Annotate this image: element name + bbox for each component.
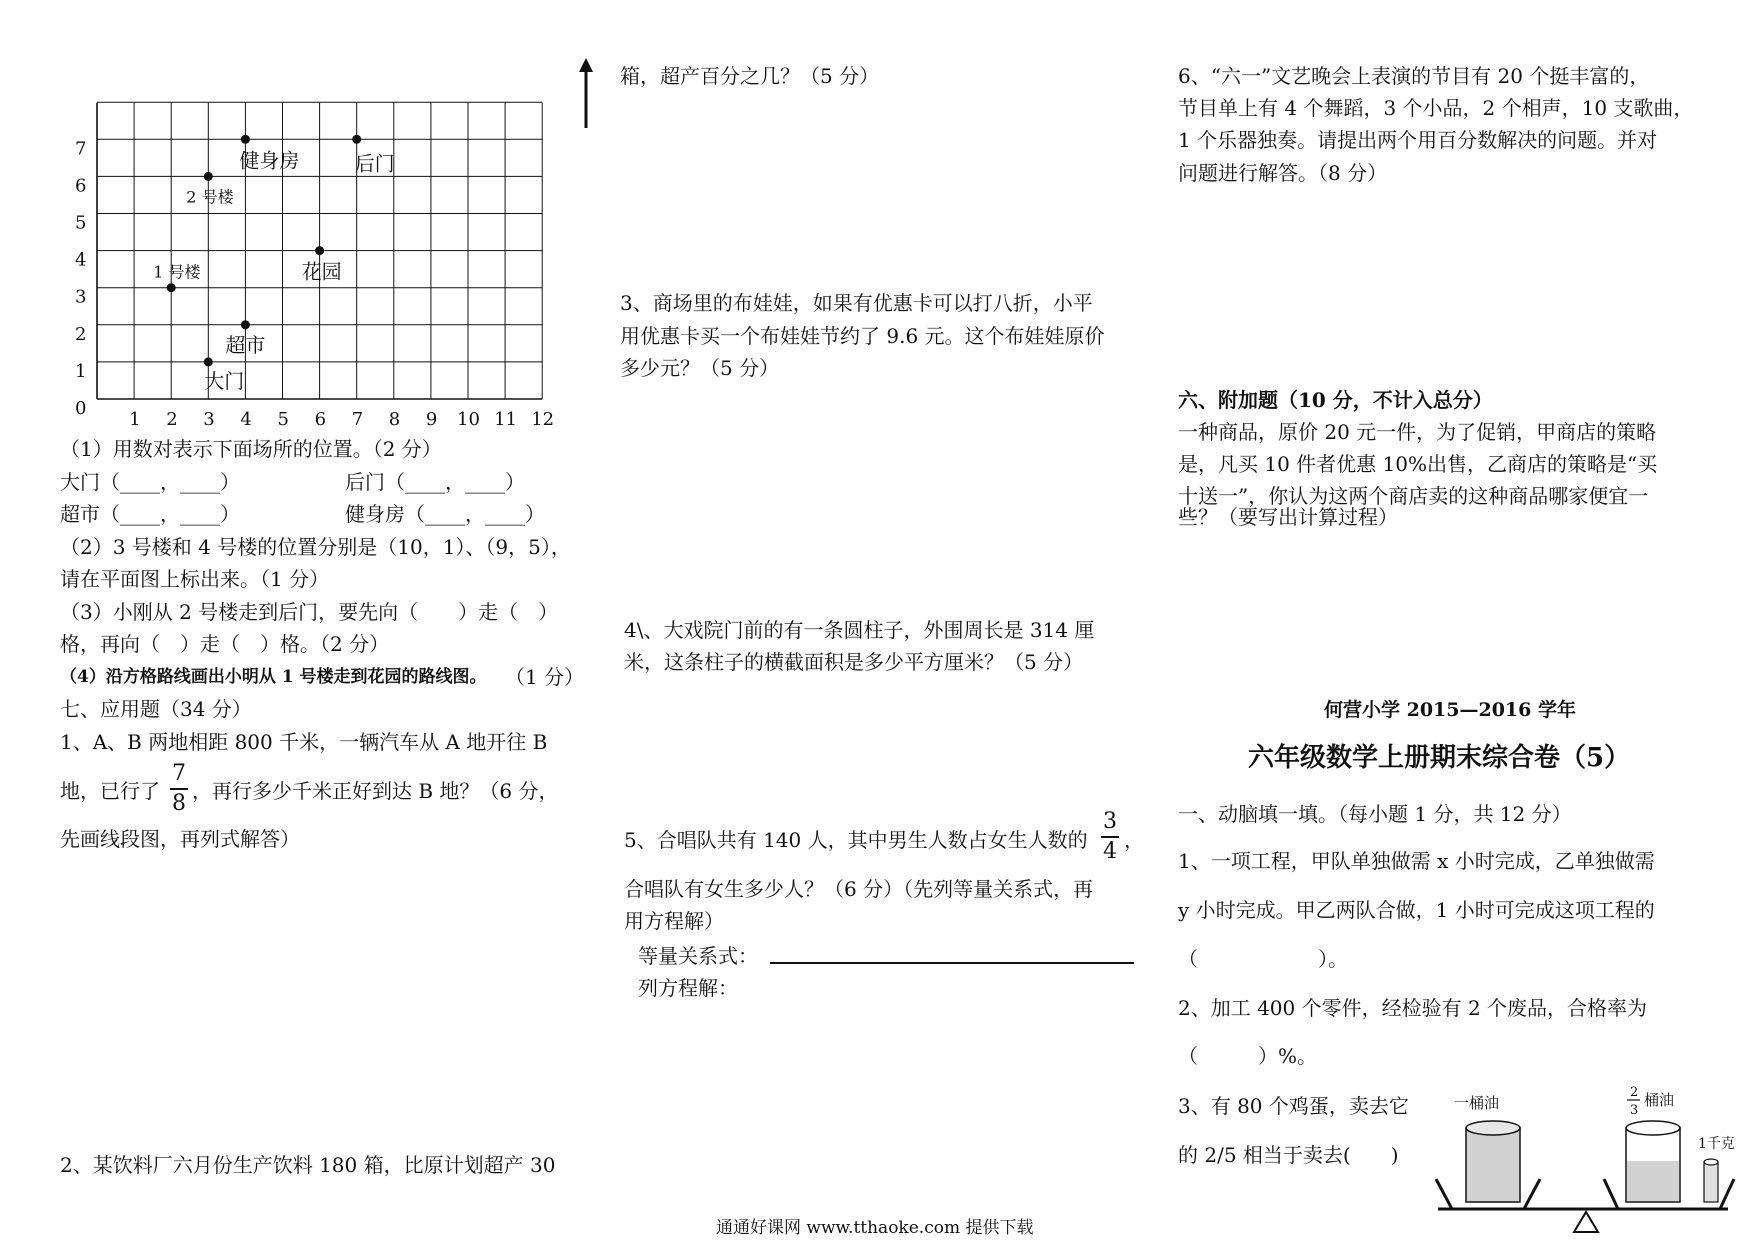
q3-line2: 格，再向（ ）走（ ）格。（2 分） (60, 632, 390, 656)
q4-line1: （4）沿方格路线画出小明从 1 号楼走到花园的路线图。 (60, 667, 487, 687)
app-q2-line2: 箱，超产百分之几？（5 分） (620, 64, 880, 88)
app-q1-frac-den: 8 (172, 791, 186, 816)
app-q6-line3: 1 个乐器独奏。请提出两个用百分数解决的问题。并对 (1178, 128, 1658, 152)
place-point (315, 246, 324, 255)
y-tick-label: 1 (75, 360, 87, 382)
x-tick-label: 2 (166, 409, 178, 430)
place-label: 大门 (204, 368, 245, 393)
x-tick-label: 11 (494, 409, 518, 430)
fill-q2-line1: 2、加工 400 个零件，经检验有 2 个废品，合格率为 (1178, 996, 1648, 1020)
chaoshi-blank: 超市（____，____） (60, 502, 240, 526)
y-tick-label: 2 (75, 323, 87, 345)
app-q5-line1-pre: 5、合唱队共有 140 人，其中男生人数占女生人数的 (624, 828, 1088, 852)
houmen-blank: 后门（____，____） (345, 470, 525, 494)
app-q6-line1: 6、“六一”文艺晚会上表演的节目有 20 个挺丰富的， (1178, 64, 1650, 88)
place-point (352, 135, 361, 144)
bonus-line2: 是，凡买 10 件者优惠 10%出售，乙商店的策略是“买 (1178, 452, 1658, 476)
place-point (167, 283, 176, 292)
y-tick-label: 4 (75, 249, 87, 271)
place-label: 花园 (301, 259, 342, 284)
x-tick-label: 4 (240, 409, 252, 430)
bonus-line4: 些？（要写出计算过程） (1178, 505, 1398, 529)
section-7-heading: 七、应用题（34 分） (60, 697, 252, 721)
app-q2-line1: 2、某饮料厂六月份生产饮料 180 箱，比原计划超产 30 (60, 1153, 556, 1177)
grid-axis-labels (75, 138, 554, 430)
app-q1-frac-bar (170, 788, 188, 790)
app-q5-frac-num: 3 (1103, 809, 1117, 834)
app-q1-line2-post: ，再行多少千米正好到达 B 地？（6 分， (192, 779, 559, 803)
x-tick-label: 7 (351, 409, 364, 430)
app-q3-line2: 用优惠卡买一个布娃娃节约了 9.6 元。这个布娃娃原价 (620, 324, 1105, 348)
app-q1-line2-pre: 地，已行了 (60, 779, 160, 803)
x-tick-label: 8 (388, 409, 401, 430)
app-q3-line1: 3、商场里的布娃娃，如果有优惠卡可以打八折，小平 (620, 291, 1093, 315)
app-q6-line2: 节目单上有 4 个舞蹈，3 个小品，2 个相声，10 支歌曲， (1178, 96, 1694, 120)
scale-left-label: 一桶油 (1454, 1094, 1500, 1112)
app-q5-frac-bar (1101, 836, 1119, 838)
scale-weight-label: 1千克 (1698, 1136, 1735, 1152)
app-q6-line4: 问题进行解答。（8 分） (1178, 161, 1388, 185)
app-q5-line3: 用方程解） (624, 909, 724, 933)
balance-scale-figure (1428, 1076, 1754, 1236)
y-tick-label: 6 (75, 175, 87, 197)
q4-line2: （1 分） (505, 665, 585, 689)
q2-line2: 请在平面图上标出来。（1 分） (60, 567, 330, 591)
y-tick-label: 5 (75, 212, 87, 234)
fill-q1-line3[interactable]: （ ）。 (1178, 947, 1348, 971)
school-year: 何营小学 2015—2016 学年 (1324, 699, 1576, 721)
fill-q2-line2[interactable]: （ ）%。 (1178, 1044, 1318, 1068)
place-point (241, 320, 250, 329)
scale-frac-num: 2 (1630, 1085, 1639, 1100)
damen-blank: 大门（____，____） (60, 470, 240, 494)
scale-frac-den: 3 (1630, 1103, 1639, 1118)
q3-line1: （3）小刚从 2 号楼走到后门，要先向（ ）走（ ） (60, 600, 559, 624)
bonus-line3: 十送一”，你认为这两个商店卖的这种商品哪家便宜一 (1178, 484, 1649, 508)
scale-right-label: 桶油 (1644, 1091, 1675, 1109)
app-q1-line3: 先画线段图，再列式解答） (60, 827, 300, 851)
app-q5-line2: 合唱队有女生多少人？（6 分）（先列等量关系式，再 (624, 877, 1094, 901)
part-1-heading: 一、动脑填一填。（每小题 1 分，共 12 分） (1178, 802, 1572, 826)
x-tick-label: 9 (425, 409, 438, 430)
x-tick-label: 1 (129, 409, 141, 430)
fill-q1-line2: y 小时完成。甲乙两队合做，1 小时可完成这项工程的 (1178, 898, 1655, 922)
place-label: 超市 (225, 332, 266, 357)
footer-credit: 通通好课网 www.tthaoke.com 提供下载 (716, 1218, 1034, 1238)
app-q5-line1-post: ， (1124, 828, 1144, 852)
north-arrow-icon (575, 58, 597, 130)
app-q4-line1: 4\、大戏院门前的有一条圆柱子，外围周长是 314 厘 (624, 618, 1095, 642)
jianshenfang-blank: 健身房（____，____） (345, 502, 545, 526)
app-q4-line2: 米，这条柱子的横截面积是多少平方厘米？（5 分） (624, 650, 1084, 674)
q2-line1: （2）3 号楼和 4 号楼的位置分别是（10，1）、（9，5）， (60, 535, 571, 559)
app-q5-frac-den: 4 (1103, 839, 1117, 864)
x-tick-label: 5 (277, 409, 289, 430)
place-point (204, 357, 213, 366)
x-tick-label: 6 (314, 409, 327, 430)
x-tick-label: 3 (203, 409, 215, 430)
y-tick-label: 3 (75, 286, 87, 308)
place-point (204, 172, 213, 181)
place-label: 1 号楼 (153, 262, 201, 282)
solve-equation-label: 列方程解： (638, 976, 738, 1000)
section-6-heading: 六、附加题（10 分，不计入总分） (1178, 388, 1493, 412)
exam-title: 六年级数学上册期末综合卷（5） (1248, 743, 1631, 773)
equation-label: 等量关系式： (638, 944, 758, 968)
x-tick-label: 10 (457, 409, 480, 430)
fill-q3-line2: 的 2/5 相当于卖去( ) (1178, 1143, 1399, 1167)
app-q3-line3: 多少元？（5 分） (620, 356, 780, 380)
x-tick-label: 12 (531, 409, 555, 430)
bonus-line1: 一种商品，原价 20 元一件，为了促销，甲商店的策略 (1178, 420, 1657, 444)
q1-text: （1）用数对表示下面场所的位置。（2 分） (60, 437, 442, 461)
fill-q3-line1: 3、有 80 个鸡蛋，卖去它 (1178, 1094, 1409, 1118)
place-label: 2 号楼 (186, 187, 234, 207)
place-point (241, 135, 250, 144)
fill-q1-line1: 1、一项工程，甲队单独做需 x 小时完成，乙单独做需 (1178, 849, 1655, 873)
grid-places (153, 135, 395, 393)
equation-answer-line[interactable] (770, 962, 1134, 964)
place-label: 后门 (354, 151, 395, 176)
y-tick-label: 7 (75, 138, 87, 160)
place-label: 健身房 (239, 148, 300, 173)
y-tick-label: 0 (75, 398, 87, 419)
coordinate-grid (60, 50, 560, 440)
app-q1-line1: 1、A、B 两地相距 800 千米，一辆汽车从 A 地开往 B (60, 730, 548, 754)
app-q1-frac-num: 7 (172, 761, 186, 786)
